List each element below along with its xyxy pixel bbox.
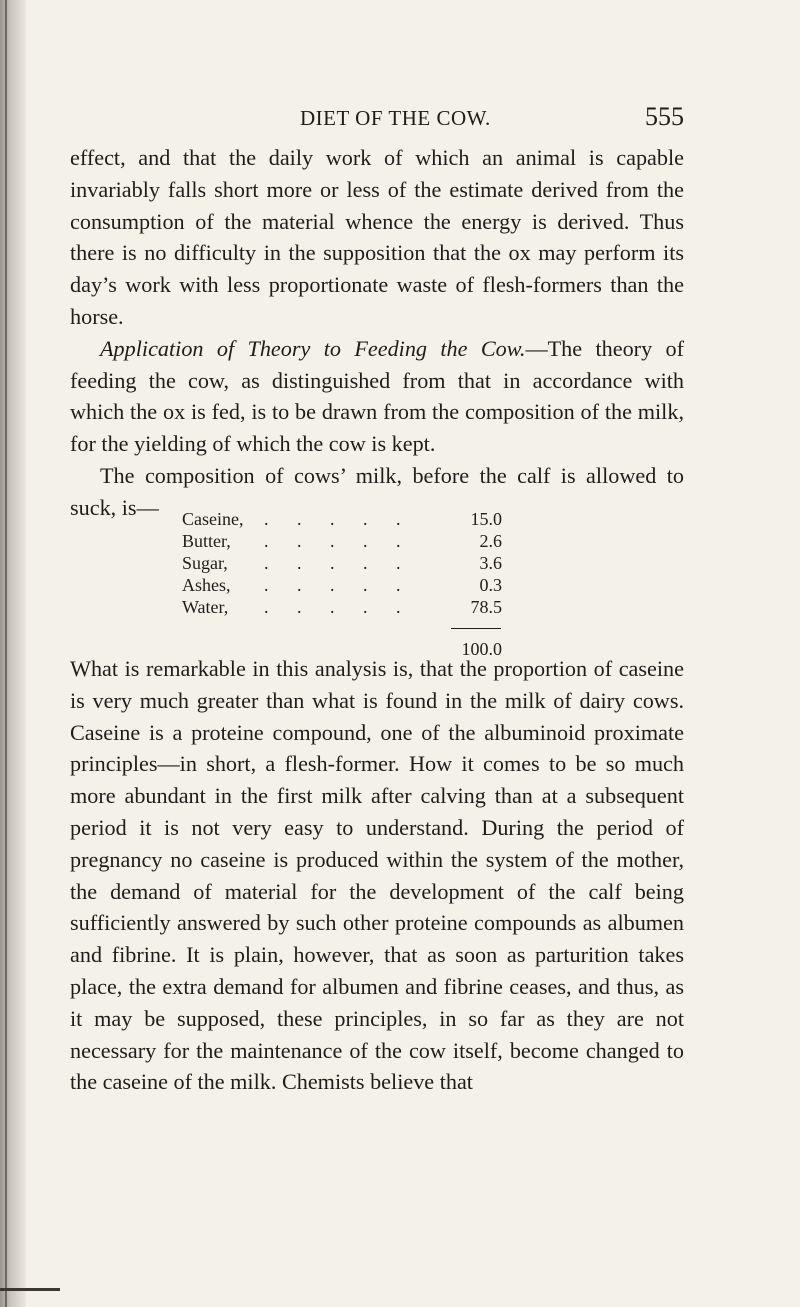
row-label: Caseine,	[182, 509, 244, 529]
row-value: 0.3	[479, 575, 502, 595]
table-row	[182, 575, 502, 597]
section-paragraph	[70, 333, 684, 460]
row-value: 2.6	[479, 531, 502, 551]
table-row	[182, 531, 502, 553]
table-row	[182, 509, 502, 531]
row-value: 15.0	[470, 509, 502, 529]
section-heading: Application of Theory to Feeding the Cow.	[100, 335, 526, 361]
leader-dots: . . . . .	[264, 597, 413, 617]
row-label: Water,	[182, 597, 229, 617]
row-label: Butter,	[182, 531, 231, 551]
row-value: 78.5	[470, 597, 502, 617]
table-total: 100.0	[461, 639, 502, 659]
table-row	[182, 597, 502, 619]
row-label: Ashes,	[182, 575, 231, 595]
leader-dots: . . . . .	[264, 553, 413, 573]
section-text: —The theory of feeding the cow, as distinguished from that in accordance with which the ox is fed, is to be drawn from the composition of the milk, for the yielding of which the cow is kept.	[70, 335, 684, 457]
body-text-upper	[70, 142, 684, 524]
row-value: 3.6	[479, 553, 502, 573]
leader-dots: . . . . .	[264, 575, 413, 595]
sum-rule	[451, 628, 501, 629]
paragraph: effect, and that the daily work of which an animal is capable invariably falls short more or less of the estimate derived from the consumption of the material whence the energy is derived. Thus there is no difficulty in the supposition that the ox may perform its day’s work with less proportionate waste of flesh-formers than the horse.	[70, 145, 684, 329]
body-text-lower	[70, 653, 684, 1098]
leader-dots: . . . . .	[264, 509, 413, 529]
page-header	[70, 102, 684, 136]
table-row	[182, 553, 502, 575]
paragraph: What is remarkable in this analysis is, that the proportion of caseine is very much greater than what is found in the milk of dairy cows. Caseine is a proteine compound, one of the albuminoid proximate principles—in short, a flesh-former. How it comes to be so much more abundant in the first milk after calving than at a subsequent period it is not very easy to understand. During the period of pregnancy no caseine is produced within the system of the mother, the demand of material for the development of the calf being sufficiently answered by such other proteine compounds as albumen and fibrine. It is plain, however, that as soon as parturition takes place, the extra demand for albumen and fibrine ceases, and thus, as it may be supposed, these principles, in so far as they are not necessary for the maintenance of the cow itself, become changed to the caseine of the milk. Chemists believe that	[70, 656, 684, 1095]
row-label: Sugar,	[182, 553, 228, 573]
gutter-edge	[5, 0, 7, 1307]
page-number: 555	[645, 102, 684, 131]
running-title: DIET OF THE COW.	[300, 106, 491, 130]
intro-paragraph: The composition of cows’ milk, before the calf is allowed to suck, is—	[70, 462, 684, 520]
leader-dots: . . . . .	[264, 531, 413, 551]
corner-mark	[0, 1288, 60, 1291]
book-gutter	[0, 0, 26, 1307]
composition-table	[182, 509, 502, 659]
